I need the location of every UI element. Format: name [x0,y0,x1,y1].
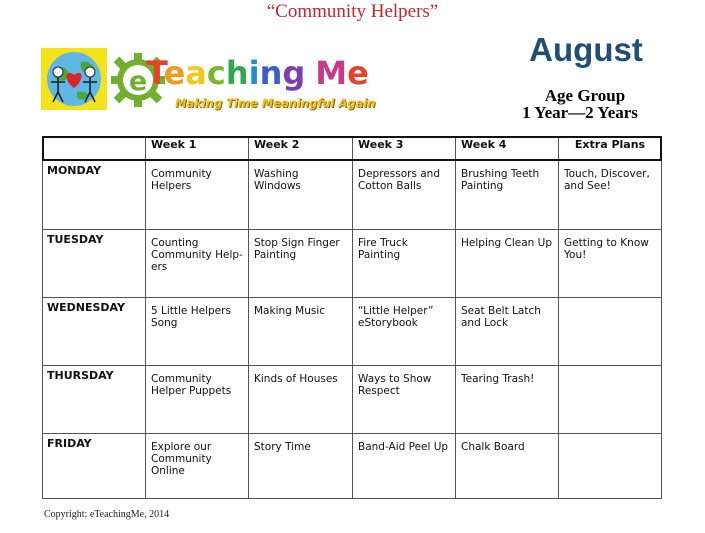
activity-cell: Helping Clean Up [456,230,559,298]
activity-cell: 5 Little Helpers Song [146,298,249,366]
activity-cell: Community Helper Puppets [146,366,249,434]
activity-cell: Explore our Community Online [146,434,249,499]
activity-cell: Ways to Show Respect [353,366,456,434]
activity-cell: Community Helpers [146,161,249,230]
activity-cell [559,298,662,366]
activity-cell: Seat Belt Latch and Lock [456,298,559,366]
activity-cell: Band-Aid Peel Up [353,434,456,499]
activity-cell: Chalk Board [456,434,559,499]
wordmark-letter: a [185,54,207,92]
activity-cell: Depressors and Cotton Balls [353,161,456,230]
column-header: Extra Plans [559,136,662,161]
copyright-text: Copyright: eTeachingMe, 2014 [44,509,170,520]
logo-wordmark [146,53,369,93]
wordmark-letter: T [146,54,164,92]
header-corner-cell [42,136,146,161]
wordmark-letter: i [248,54,260,92]
activity-cell: Getting to Know You! [559,230,662,298]
activity-cell: Fire Truck Painting [353,230,456,298]
wordmark-letter: g [282,54,306,92]
activity-cell [559,366,662,434]
day-label: FRIDAY [42,434,146,499]
day-label: WEDNESDAY [42,298,146,366]
wordmark-letter: n [259,54,283,92]
column-header: Week 2 [249,136,353,161]
day-label: TUESDAY [42,230,146,298]
wordmark-letter: h [225,54,249,92]
month-title: August [529,31,643,68]
wordmark-letter: e [347,54,369,92]
activity-cell: Kinds of Houses [249,366,353,434]
activity-cell: Tearing Trash! [456,366,559,434]
activity-cell: Story Time [249,434,353,499]
age-group-label: Age Group [544,86,626,105]
activity-cell: Touch, Discover, and See! [559,161,662,230]
logo-tagline: Making Time Meaningful Again [175,96,376,110]
activity-cell: Stop Sign Finger Painting [249,230,353,298]
wordmark-letter: e [163,54,186,92]
activity-cell: Making Music [249,298,353,366]
activity-cell: Brushing Teeth Painting [456,161,559,230]
gear-letter: e [128,66,148,97]
activity-cell: Counting Community Help-ers [146,230,249,298]
wordmark-letter: M [315,54,348,92]
activity-cell [559,434,662,499]
lesson-plan-table [42,136,662,499]
wordmark-letter: c [206,54,226,92]
column-header: Week 1 [146,136,249,161]
activity-cell: “Little Helper” eStorybook [353,298,456,366]
day-label: THURSDAY [42,366,146,434]
age-range: 1 Year—2 Years [522,103,638,122]
logo-emblem-icon [41,48,107,110]
theme-title: “Community Helpers” [266,1,439,22]
column-header: Week 3 [353,136,456,161]
day-label: MONDAY [42,161,146,230]
activity-cell: Washing Windows [249,161,353,230]
column-header: Week 4 [456,136,559,161]
